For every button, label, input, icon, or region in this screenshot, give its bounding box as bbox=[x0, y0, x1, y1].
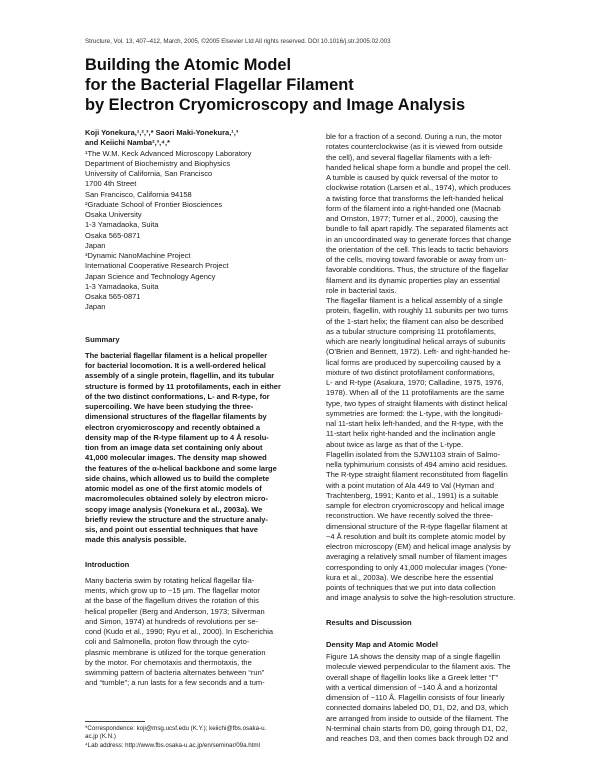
affiliation-line: Japan Science and Technology Agency bbox=[85, 271, 216, 281]
affiliation-line: International Cooperative Research Project bbox=[85, 261, 229, 271]
intro-line: and Simon, 1974) at hundreds of revolutions per se- bbox=[85, 616, 259, 626]
intro-line: plasmic membrane is utilized for the torque generation bbox=[85, 647, 266, 657]
intro-line: at the base of the flagellum drives the rotation of this bbox=[85, 596, 259, 606]
intro-line: by the motor. For chemotaxis and thermotaxis, the bbox=[85, 657, 252, 667]
title-line: by Electron Cryomicroscopy and Image Analysis bbox=[85, 96, 466, 114]
body-line: dimensional structure of the R-type flagellar filament at bbox=[326, 521, 508, 531]
affiliation-line: ²Graduate School of Frontier Biosciences bbox=[85, 199, 223, 209]
affiliation-line: Osaka University bbox=[85, 210, 142, 219]
body-line: mixture of two distinct protofilament conformations, bbox=[326, 367, 495, 377]
body-line: The flagellar filament is a helical assembly of a single bbox=[326, 296, 503, 305]
body-line: nal 11-start helix left-handed, and the R-type, with the bbox=[326, 419, 504, 428]
body-line: type, two types of straight filaments with distinct helical bbox=[326, 398, 508, 408]
body-line: of the 1-start helix; the filament can also be described bbox=[326, 316, 504, 326]
body-line: form of the filament into a right-handed one (Macnab bbox=[326, 203, 501, 213]
body-line: 11-start helix right-handed and the inclination angle bbox=[326, 429, 496, 439]
body-line: lical forms are produced by supercoiling caused by a bbox=[326, 357, 501, 367]
affiliation-line: Japan bbox=[85, 302, 106, 312]
body-line: corresponding to only 41,000 molecular images (Yone- bbox=[326, 562, 508, 572]
body-line: rotates counterclockwise (as it is viewed from outside bbox=[326, 142, 503, 152]
left-column bbox=[85, 128, 317, 689]
affiliation-line: San Francisco, California 94158 bbox=[85, 189, 192, 199]
body-line: and Ornston, 1977; Turner et al., 2000), causing the bbox=[326, 214, 499, 223]
body-line: with a point mutation of Ala 449 to Val (Hyman and bbox=[326, 480, 494, 490]
subsection-heading: Density Map and Atomic Model bbox=[326, 639, 438, 649]
body-line: L- and R-type (Asakura, 1970; Calladine, 1975, 1976, bbox=[326, 378, 504, 387]
body-line: Trachtenberg, 1991; Kanto et al., 1991) is a suitable bbox=[326, 490, 499, 500]
body-line: connected domains labeled D0, D1, D2, and D3, which bbox=[326, 703, 509, 713]
summary-line: macromolecules obtained solely by electron micro- bbox=[85, 494, 268, 504]
paragraph bbox=[326, 296, 558, 450]
body-line: about twice as large as that of the L-type. bbox=[326, 439, 464, 449]
intro-line: and “tumble”; a run lasts for a few seconds and a tum- bbox=[85, 678, 265, 688]
summary-line: The bacterial flagellar filament is a helical propeller bbox=[85, 350, 268, 360]
summary-text bbox=[85, 351, 317, 546]
author-list bbox=[85, 128, 317, 149]
body-line: dimension of ~110 Å. Flagellin consists of four linearly bbox=[326, 693, 505, 702]
body-line: sample for electron cryomicroscopy and helical image bbox=[326, 501, 505, 510]
introduction-heading: Introduction bbox=[85, 559, 130, 569]
summary-line: dimensional structures of the flagellar filaments by bbox=[85, 412, 267, 422]
affiliation-line: 1-3 Yamadaoka, Suita bbox=[85, 281, 159, 291]
body-line: electron microscopy (EM) and helical image analysis by bbox=[326, 542, 511, 551]
body-line: and image analysis to solve the high-resolution structure. bbox=[326, 593, 516, 603]
body-line: the orientation of the cell. This leads to tactic behaviors bbox=[326, 244, 509, 254]
paragraph bbox=[326, 652, 558, 744]
body-line: filament and its dynamic properties play an essential bbox=[326, 275, 500, 285]
affiliation-line: ¹The W.M. Keck Advanced Microscopy Laboratory bbox=[85, 148, 252, 158]
intro-line: ments, which grow up to ~15 μm. The flagellar motor bbox=[85, 586, 260, 595]
title-line: Building the Atomic Model bbox=[85, 56, 292, 74]
body-line: which are nearly longitudinal helical arrays of subunits bbox=[326, 337, 506, 346]
body-line: ble for a fraction of a second. During a run, the motor bbox=[326, 132, 502, 141]
body-line: handed helical shape form a bundle and propel the cell. bbox=[326, 162, 511, 172]
summary-line: electron cryomicroscopy and recently obtained a bbox=[85, 422, 261, 432]
footnotes bbox=[85, 725, 317, 750]
summary-heading: Summary bbox=[85, 334, 120, 344]
right-column bbox=[326, 132, 558, 744]
affiliation-line: 1-3 Yamadaoka, Suita bbox=[85, 220, 159, 230]
body-line: a twisting force that transforms the left-handed helical bbox=[326, 193, 504, 203]
affiliation-line: 1700 4th Street bbox=[85, 179, 137, 189]
summary-line: sis, and point out essential techniques that have bbox=[85, 525, 258, 534]
paragraph bbox=[326, 132, 558, 296]
body-line: averaging a relatively small number of filament images bbox=[326, 552, 507, 562]
summary-line: scopy image analysis (Yonekura et al., 2003a). We bbox=[85, 504, 263, 514]
body-line: of the cells, moving toward favorable or away from un- bbox=[326, 255, 507, 264]
body-line: points of techniques that we put into data collection bbox=[326, 583, 496, 592]
body-line: Figure 1A shows the density map of a single flagellin bbox=[326, 652, 501, 661]
body-line: are arranged from inside to outside of the filament. The bbox=[326, 713, 509, 723]
body-line: bundle to fall apart rapidly. The separated filaments act bbox=[326, 224, 508, 234]
affiliation-line: Osaka 565-0871 bbox=[85, 230, 141, 240]
body-line: molecule viewed perpendicular to the filament axis. The bbox=[326, 662, 511, 672]
body-line: protein, flagellin, with roughly 11 subunits per two turns bbox=[326, 306, 509, 316]
affiliation-line: University of California, San Francisco bbox=[85, 169, 213, 178]
summary-line: tion from an image data set containing only about bbox=[85, 443, 263, 452]
body-line: symmetries are formed: the L-type, with the longitudi- bbox=[326, 408, 503, 418]
body-line: N-terminal chain starts from D0, going through D1, D2, bbox=[326, 723, 508, 733]
summary-line: assembly of a single protein, flagellin, and its tubular bbox=[85, 371, 275, 381]
intro-line: swimming pattern of bacteria alternates between “run” bbox=[85, 668, 265, 677]
body-line: with a vertical dimension of ~140 Å and a horizontal bbox=[326, 682, 498, 692]
affiliation-line: Department of Biochemistry and Biophysics bbox=[85, 158, 231, 168]
body-line: (O’Brien and Bennett, 1972). Left- and right-handed he- bbox=[326, 347, 511, 357]
body-line: reconstruction. We have recently solved the three- bbox=[326, 511, 494, 521]
affiliation-line: Osaka 565-0871 bbox=[85, 292, 141, 301]
summary-line: side chains, which allowed us to build the complete bbox=[85, 473, 270, 483]
body-line: The R-type straight filament reconstituted from flagellin bbox=[326, 470, 508, 480]
results-heading: Results and Discussion bbox=[326, 617, 412, 627]
footnote-line: *Correspondence: koji@msg.ucsf.edu (K.Y.); keiichi@fbs.osaka-u. bbox=[85, 725, 267, 732]
body-line: role in bacterial taxis. bbox=[326, 285, 397, 295]
body-line: A tumble is caused by quick reversal of the motor to bbox=[326, 173, 498, 182]
body-line: favorable conditions. Thus, the structure of the flagellar bbox=[326, 265, 509, 275]
summary-line: briefly review the structure and the structure analy- bbox=[85, 514, 268, 524]
affiliation-line: Japan bbox=[85, 240, 106, 250]
body-line: the cell), and several flagellar filaments with a left- bbox=[326, 152, 492, 162]
summary-line: for bacterial locomotion. It is a well-ordered helical bbox=[85, 361, 266, 370]
summary-line: supercoiling. We have been studying the three- bbox=[85, 402, 254, 411]
body-line: and reaches D3, and then comes back through D2 and bbox=[326, 734, 509, 743]
affiliations bbox=[85, 149, 317, 313]
author-line: Koji Yonekura,¹,²,³,* Saori Maki-Yonekura,¹,³ bbox=[85, 128, 239, 137]
summary-line: of the two distinct conformations, L- and R-type, for bbox=[85, 391, 270, 401]
author-line: and Keiichi Namba²,³,⁴,* bbox=[85, 138, 170, 148]
summary-line: structure is formed by 11 protofilaments, each in either bbox=[85, 381, 281, 391]
intro-line: helical propeller (Berg and Anderson, 1973; Silverman bbox=[85, 606, 265, 616]
summary-line: atomic model as one of the first atomic models of bbox=[85, 484, 262, 493]
body-line: as a tubular structure comprising 11 protofilaments, bbox=[326, 326, 496, 336]
journal-citation: Structure, Vol. 13, 407–412, March, 2005, ©2005 Elsevier Ltd All rights reserved. DOI 10.1016/j.str.2005.02.003 bbox=[85, 38, 391, 45]
body-line: 1978). When all of the 11 protofilaments are the same bbox=[326, 388, 505, 398]
body-line: kura et al., 2003a). We describe here the essential bbox=[326, 572, 494, 582]
intro-line: Many bacteria swim by rotating helical flagellar fila- bbox=[85, 575, 255, 585]
intro-line: coli and Salmonella, proton flow through the cyto- bbox=[85, 637, 250, 647]
affiliation-line: ³Dynamic NanoMachine Project bbox=[85, 251, 191, 260]
footnote-line: ⁴Lab address: http://www.fbs.osaka-u.ac.jp/en/seminar/09a.html bbox=[85, 741, 260, 749]
title-line: for the Bacterial Flagellar Filament bbox=[85, 76, 354, 94]
summary-line: made this analysis possible. bbox=[85, 535, 187, 545]
summary-line: 41,000 molecular images. The density map showed bbox=[85, 453, 267, 463]
summary-line: the features of the α-helical backbone and some large bbox=[85, 463, 277, 473]
intro-line: cond (Kudo et al., 1990; Ryu et al., 2000). In Escherichia bbox=[85, 627, 274, 636]
body-line: overall shape of flagellin looks like a Greek letter “Γ” bbox=[326, 672, 499, 682]
body-line: Flagellin isolated from the SJW1103 strain of Salmo- bbox=[326, 449, 501, 459]
body-line: clockwise rotation (Larsen et al., 1974), which produces bbox=[326, 183, 511, 193]
summary-line: density map of the R-type filament up to 4 Å resolu- bbox=[85, 432, 269, 442]
body-line: nella typhimurium consists of 494 amino acid residues. bbox=[326, 460, 508, 469]
paragraph bbox=[326, 450, 558, 604]
body-line: in an uncoordinated way to generate forces that change bbox=[326, 234, 512, 244]
paper-title bbox=[85, 55, 555, 115]
footnote-line: ac.jp (K.N.) bbox=[85, 733, 116, 741]
body-line: ~4 Å resolution and built its complete atomic model by bbox=[326, 531, 506, 541]
introduction-text bbox=[85, 576, 317, 689]
